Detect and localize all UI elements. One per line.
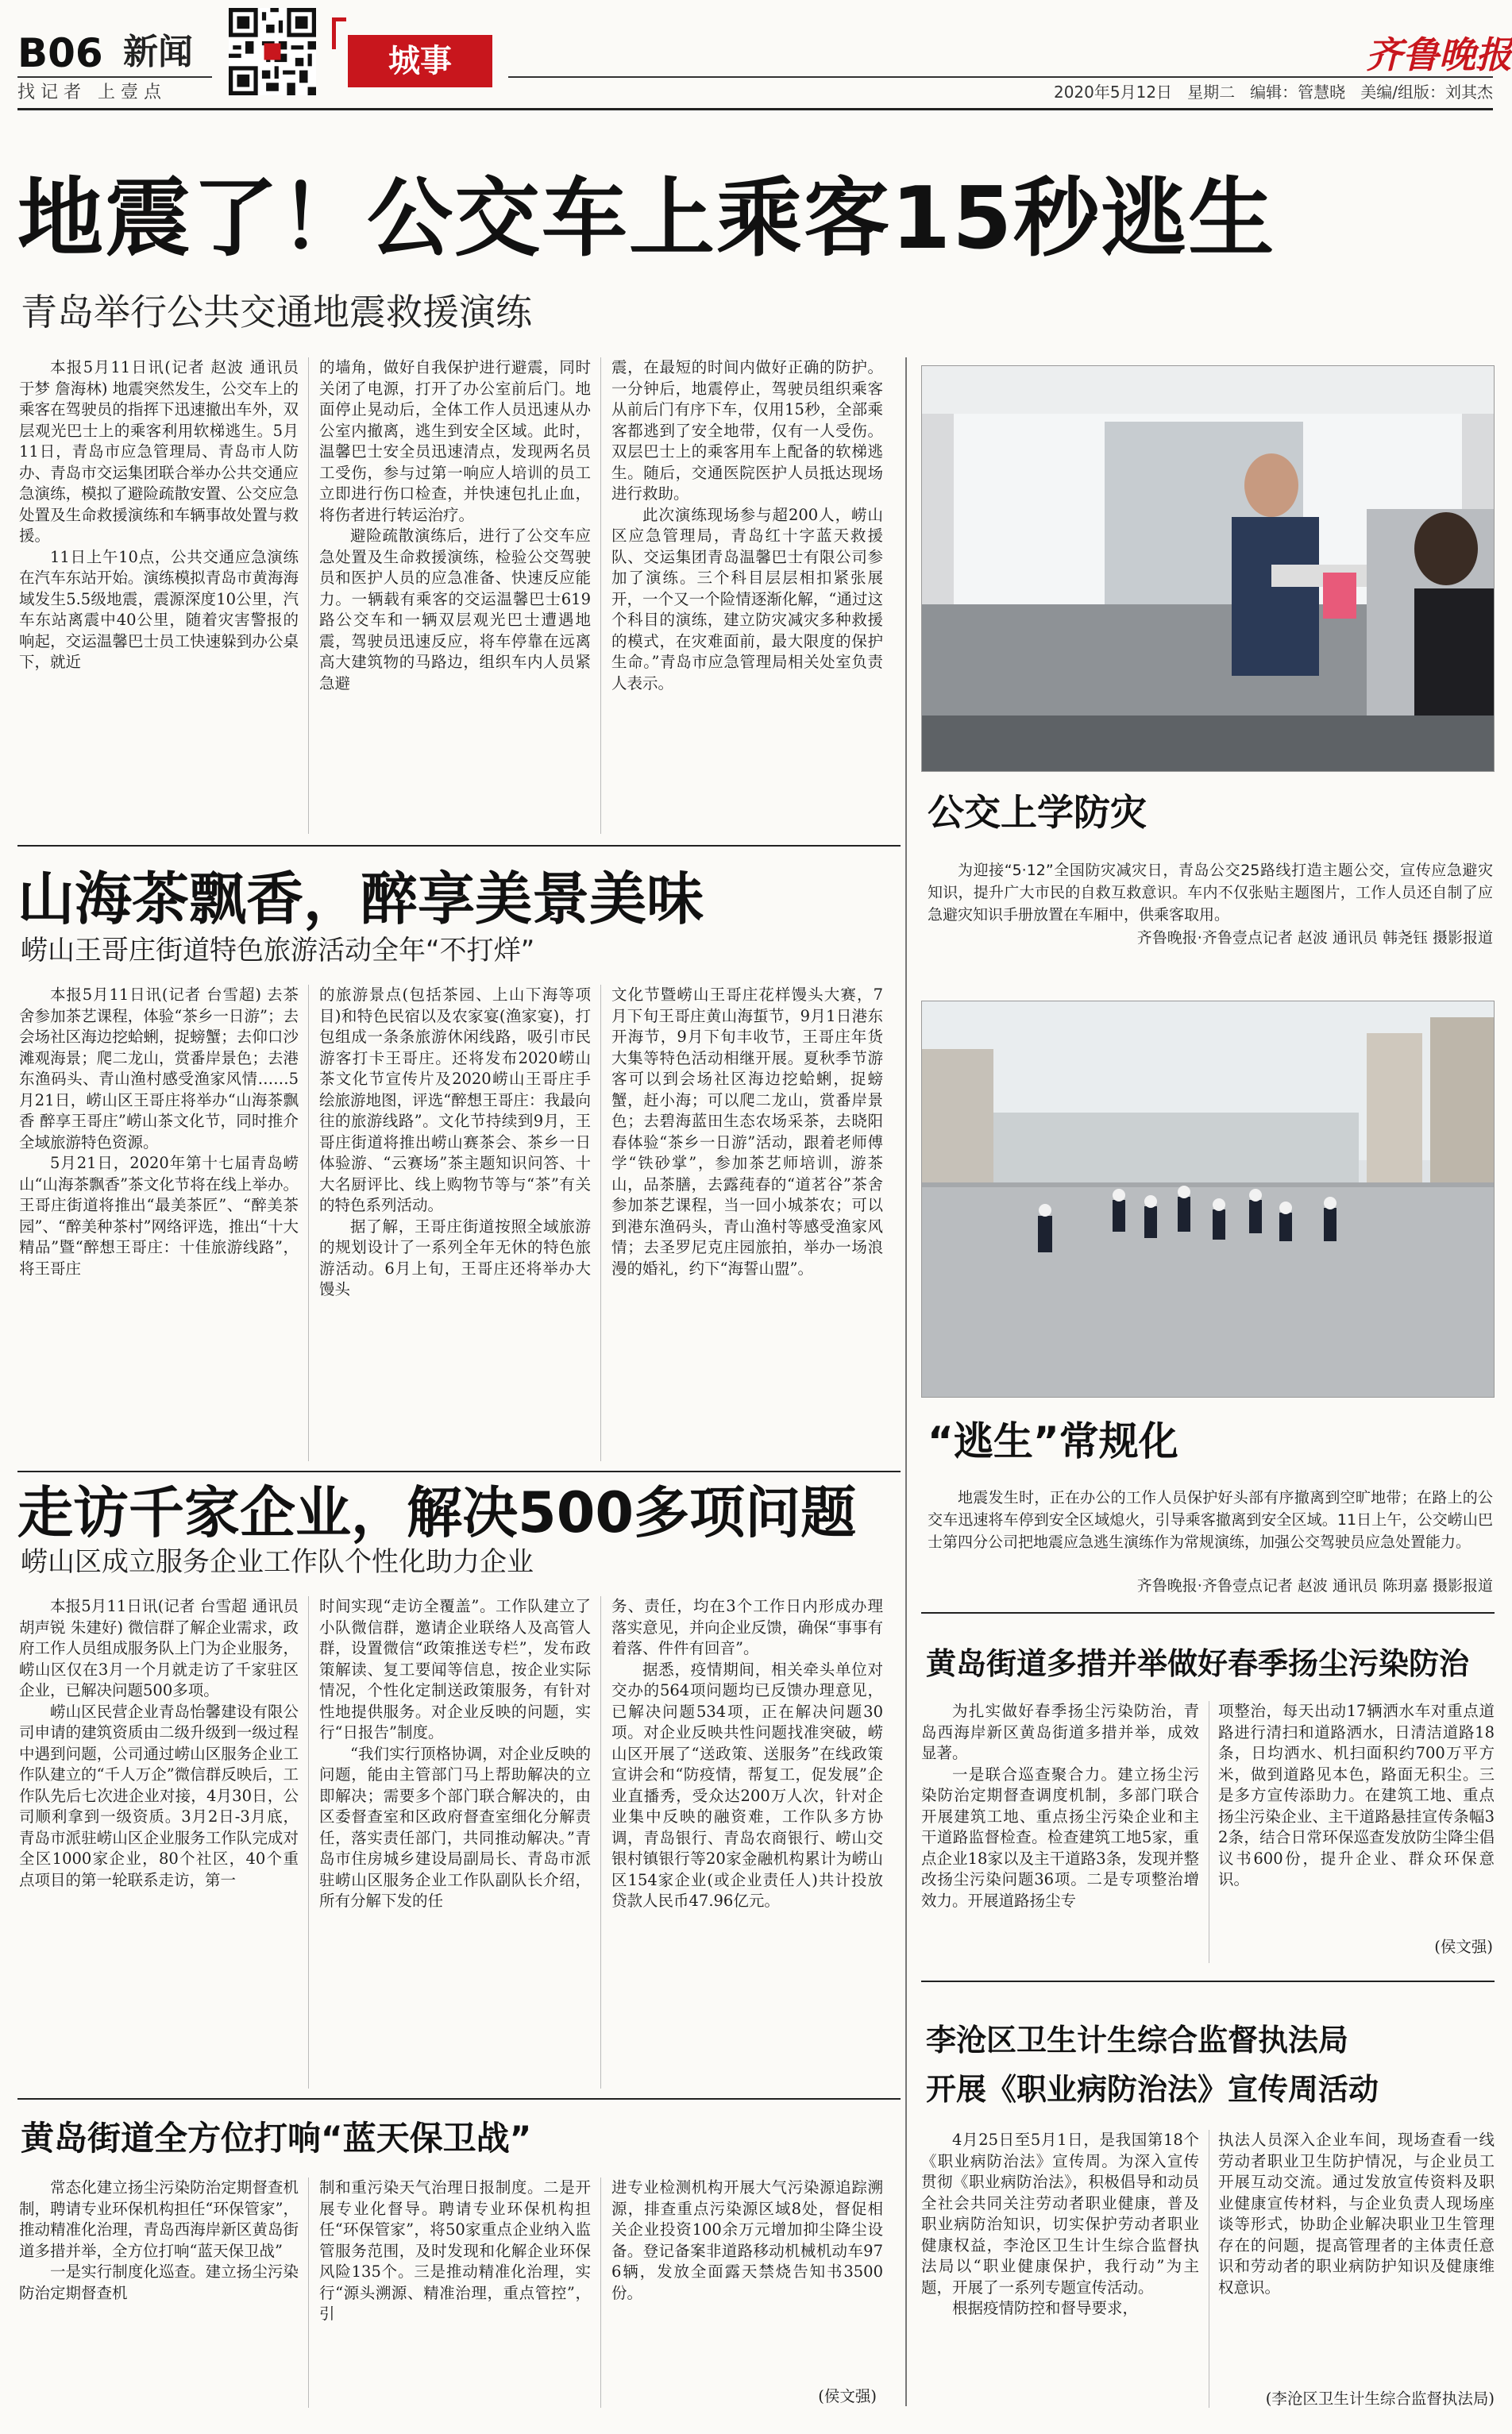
- story6-author: (李沧区卫生计生综合监督执法局): [1265, 2390, 1495, 2408]
- paragraph: 项整治，每天出动17辆洒水车对重点道路进行清扫和道路洒水，日清洁道路18条，日均洒水、机扫面积约700万平方米，做到道路见本色，路面无积尘。三是多方宣传添助力。在建筑工地、重点扬尘污染企业、主干道路悬挂宣传条幅32条，结合日常环保巡查发放防尘降尘倡议书600份，提升企业、群众环保意识。: [1218, 1702, 1495, 1888]
- header-bottom-rule: [17, 108, 1493, 110]
- section-rule: [17, 845, 901, 847]
- story2-headline: 山海茶飘香，醉享美景美味: [17, 866, 704, 932]
- paragraph: 进专业检测机构开展大气污染源追踪溯源，排查重点污染源区域8处，督促相关企业投资100余万元增加抑尘降尘设备。登记备案非道路移动机械机动车976辆，发放全面露天禁烧告知书3500份。: [611, 2178, 883, 2302]
- masthead: [0, 0, 1512, 111]
- story5-headline: 黄岛街道多措并举做好春季扬尘污染防治: [926, 1646, 1470, 1681]
- column-divider: [600, 1596, 601, 2089]
- column-divider: [600, 357, 601, 834]
- section-name: 新闻: [123, 32, 193, 72]
- column-divider: [308, 985, 309, 1461]
- story4-author: (侯文强): [818, 2387, 877, 2405]
- page-number: B06: [17, 30, 103, 76]
- story2-column-2: [319, 985, 591, 1466]
- issue-line: 2020年5月12日 星期二 编辑：管慧晓 美编/组版：刘其杰: [1053, 83, 1493, 102]
- story1-column-3: [611, 357, 883, 842]
- story1-column-1: [19, 357, 299, 842]
- section-rule: [17, 2098, 901, 2100]
- paragraph: 时间实现“走访全覆盖”。工作队建立了小队微信群，邀请企业联络人及高管人群，设置微信“政策推送专栏”，发布政策解读、复工要闻等信息，按企业实际情况，个性化定制送政策服务，有针对性地提供服务。对企业反映的问题，实行“日报告”制度。: [319, 1597, 591, 1742]
- photo1-title: 公交上学防灾: [928, 791, 1147, 834]
- story2-column-1: [19, 985, 299, 1466]
- photo2-credit: 齐鲁晚报·齐鲁壹点记者 赵波 通讯员 陈玥嘉 摄影报道: [1136, 1577, 1493, 1595]
- paragraph: 一是联合巡查聚合力。建立扬尘污染防治定期督查调度机制，多部门联合开展建筑工地、重点扬尘污染企业和主干道路监督检查。检查建筑工地5家，重点企业18家以及主干道路3条，发现并整改扬尘污染问题36项。二是专项整治增效力。开展道路扬尘专: [921, 1765, 1199, 1910]
- story6-column-1: [921, 2130, 1199, 2416]
- story3-column-2: [319, 1596, 591, 2096]
- paragraph: 的墙角，做好自我保护进行避震，同时关闭了电源，打开了办公室前后门。地面停止晃动后，全体工作人员迅速从办公室内撤离，逃生到安全区域。此时，温馨巴士安全员迅速清点，发现两名员工受伤，参与过第一响应人培训的员工立即进行伤口检查，并快速包扎止血，将伤者进行转运治疗。: [319, 358, 591, 524]
- photo2-title: “逃生”常规化: [928, 1418, 1178, 1464]
- photo1-credit: 齐鲁晚报·齐鲁壹点记者 赵波 通讯员 韩尧钰 摄影报道: [1136, 929, 1493, 947]
- column-divider: [308, 1596, 309, 2089]
- story4-column-2: [319, 2177, 591, 2416]
- paragraph: 避险疏散演练后，进行了公交车应急处置及生命救援演练，检验公交驾驶员和医护人员的应急准备、快速反应能力。一辆载有乘客的交运温馨巴士619路公交车和一辆双层观光巴士遭遇地震，驾驶员迅速反应，将车停靠在远离高大建筑物的马路边，组织车内人员紧急避: [319, 527, 591, 692]
- paragraph: 震，在最短的时间内做好正确的防护。一分钟后，地震停止，驾驶员组织乘客从前后门有序下车，仅用15秒，全部乘客都逃到了安全地带，仅有一人受伤。双层巴士上的乘客用车上配备的软梯逃生。随后，交通医院医护人员抵达现场进行救助。: [611, 358, 883, 503]
- story4-column-1: [19, 2177, 299, 2416]
- column-tag-frame: [332, 17, 346, 49]
- story5-author: (侯文强): [1434, 1938, 1493, 1956]
- column-divider: [308, 357, 309, 834]
- paragraph: 本报5月11日讯(记者 台雪超 通讯员 胡声锐 朱建好) 微信群了解企业需求，政府工作人员组成服务队上门为企业服务，崂山区仅在3月一个月就走访了千家驻区企业，已解决问题500多项。: [19, 1597, 299, 1699]
- column-divider: [308, 2177, 309, 2408]
- paragraph: 执法人员深入企业车间，现场查看一线劳动者职业卫生防护情况，与企业员工开展互动交流。通过发放宣传资料及职业健康宣传材料，与企业负责人现场座谈等形式，协助企业解决职业卫生管理存在的问题，提高管理者的主体责任意识和劳动者的职业病防护知识及健康维权意识。: [1218, 2131, 1495, 2297]
- photo-bus-safety-handout: [921, 365, 1495, 772]
- header-divider: [17, 76, 212, 78]
- story2-subhead: 崂山王哥庄街道特色旅游活动全年“不打烊”: [21, 935, 535, 966]
- brand-logo: 齐鲁晚报: [1366, 33, 1512, 76]
- story5-column-2: [1218, 1701, 1495, 1939]
- photo-evacuation-drill: [921, 1001, 1495, 1398]
- story3-headline: 走访千家企业，解决500多项问题: [17, 1480, 857, 1545]
- header-rule: [508, 76, 1493, 78]
- column-tag: 城事: [348, 35, 492, 87]
- paragraph: 崂山区民营企业青岛怡馨建设有限公司申请的建筑资质由二级升级到一级过程中遇到问题，公司通过崂山区服务企业工作队建立的“千人万企”微信群反映后，工作队先后七次进企业对接，4月30日，公司顺利拿到一级资质。3月2日-3月底，青岛市派驻崂山区企业服务工作队完成对全区1000家企业，80个社区，40个重点项目的第一轮联系走访，第一: [19, 1702, 299, 1889]
- story1-headline: 地震了！公交车上乘客15秒逃生: [17, 169, 1276, 268]
- section-rule: [17, 1471, 901, 1472]
- photo1-caption: 为迎接“5·12”全国防灾减灾日，青岛公交25路线打造主题公交，宣传应急避灾知识，提升广大市民的自救互救意识。车内不仅张贴主题图片，工作人员还自制了应急避灾知识手册放置在车厢中，供乘客取用。: [928, 862, 1493, 924]
- paragraph: 11日上午10点，公共交通应急演练在汽车东站开始。演练模拟青岛市黄海海域发生5.5级地震，震源深度10公里，汽车东站离震中40公里，随着灾害警报的响起，交运温馨巴士员工快速躲到办公桌下，就近: [19, 547, 299, 671]
- paragraph: 据悉，疫情期间，相关牵头单位对交办的564项问题均已反馈办理意见，已解决问题534项，正在解决问题30项。对企业反映共性问题找准突破，崂山区开展了“送政策、送服务”在线政策宣讲会和“防疫情，帮复工，促发展”企业直播秀，受众达200万人次，针对企业集中反映的融资难，工作队多方协调，青岛银行、青岛农商银行、崂山交银村镇银行等20家金融机构累计为崂山区154家企业(或企业责任人)共计投放贷款人民币47.96亿元。: [611, 1660, 883, 1910]
- paragraph: 文化节暨崂山王哥庄花样馒头大赛，7月下旬王哥庄黄山海蜇节，9月1日港东开海节，9月下旬丰收节，王哥庄年货大集等特色活动相继开展。夏秋季节游客可以到会场社区海边挖蛤蜊，捉螃蟹，赶小海；可以爬二龙山，赏番岸景色；去碧海蓝田生态农场采茶，去晓阳春体验“茶乡一日游”活动，跟着老师傅学“铁砂掌”，参加茶艺师培训，游茶山，品茶膳，去露莼春的“道茗谷”茶舍参加茶艺课程，当一回小城茶农；可以到港东渔码头，青山渔村等感受渔家风情；去圣罗尼克庄园旅拍，举办一场浪漫的婚礼，约下“海誓山盟”。: [611, 986, 883, 1278]
- story4-column-3: [611, 2177, 883, 2384]
- paragraph: 据了解，王哥庄街道按照全域旅游的规划设计了一系列全年无休的特色旅游活动。6月上旬，王哥庄还将举办大馒头: [319, 1217, 591, 1298]
- paragraph: 的旅游景点(包括茶园、上山下海等项目)和特色民宿以及农家宴(渔家宴)，打包组成一条条旅游休闲线路，吸引市民游客打卡王哥庄。还将发布2020崂山茶文化节宣传片及2020崂山王哥庄手绘旅游地图，评选“醉想王哥庄：我最向往的旅游线路”。文化节持续到9月，王哥庄街道将推出崂山赛茶会、茶乡一日体验游、“云赛场”茶主题知识问答、十大名厨评比、线上购物节等与“茶”有关的特色系列活动。: [319, 986, 591, 1214]
- paragraph: 根据疫情防控和督导要求，: [952, 2299, 1139, 2317]
- story3-column-3: [611, 1596, 883, 2096]
- column-divider: [600, 2177, 601, 2408]
- vertical-rule: [905, 357, 907, 2406]
- paragraph: 务、责任，均在3个工作日内形成办理落实意见，并向企业反馈，确保“事事有着落、件件有回音”。: [611, 1597, 883, 1657]
- paragraph: 为扎实做好春季扬尘污染防治，青岛西海岸新区黄岛街道多措并举，成效显著。: [921, 1702, 1199, 1762]
- section-rule: [921, 1981, 1495, 1982]
- paragraph: 常态化建立扬尘污染防治定期督查机制，聘请专业环保机构担任“环保管家”，推动精准化治理，青岛西海岸新区黄岛街道多措并举，全方位打响“蓝天保卫战”: [19, 2178, 299, 2260]
- section-rule: [921, 1612, 1495, 1614]
- story6-headline: 李沧区卫生计生综合监督执法局: [926, 2023, 1349, 2058]
- paragraph: 本报5月11日讯(记者 台雪超) 去茶舍参加茶艺课程，体验“茶乡一日游”；去会场社区海边挖蛤蜊，捉螃蟹；去仰口沙滩观海景；爬二龙山，赏番岸景色；去港东渔码头、青山渔村感受渔家风情……5月21日，崂山区王哥庄将举办“山海茶飘香 醉享王哥庄”崂山茶文化节，同时推介全域旅游特色资源。: [19, 986, 299, 1151]
- paragraph: 此次演练现场参与超200人，崂山区应急管理局，青岛红十字蓝天救援队、交运集团青岛温馨巴士有限公司参加了演练。三个科目层层相扣紧张展开，一个又一个险情逐渐化解，“通过这个科目的演练，建立防灾减灾多种救援的模式，在灾难面前，最大限度的保护生命。”青岛市应急管理局相关处室负责人表示。: [611, 505, 883, 692]
- story1-subhead: 青岛举行公共交通地震救援演练: [21, 291, 532, 334]
- column-divider: [600, 985, 601, 1461]
- paragraph: “我们实行顶格协调，对企业反映的问题，能由主管部门马上帮助解决的立即解决；需要多个部门联合解决的，由区委督查室和区政府督查室细化分解责任，落实责任部门，共同推动解决。”青岛市住房城乡建设局副局长、青岛市派驻崂山区服务企业工作队副队长介绍，所有分解下发的任: [319, 1744, 591, 1910]
- slogan: 找 记 者 上 壹 点: [17, 83, 161, 102]
- story3-subhead: 崂山区成立服务企业工作队个性化助力企业: [21, 1546, 534, 1578]
- paragraph: 一是实行制度化巡查。建立扬尘污染防治定期督查机: [19, 2262, 299, 2302]
- paragraph: 4月25日至5月1日，是我国第18个《职业病防治法》宣传周。为深入宣传贯彻《职业病防治法》，积极倡导和动员全社会共同关注劳动者职业健康，普及职业病防治知识，切实保护劳动者职业健康权益，李沧区卫生计生综合监督执法局以“职业健康保护，我行动”为主题，开展了一系列专题宣传活动。: [921, 2131, 1199, 2297]
- story5-column-1: [921, 1701, 1199, 1971]
- story1-column-2: [319, 357, 591, 842]
- photo2-caption: 地震发生时，正在办公的工作人员保护好头部有序撤离到空旷地带；在路上的公交车迅速将车停到安全区域熄火，引导乘客撤离到安全区域。11日上午，公交崂山巴士第四分公司把地震应急逃生演练作为常规演练，加强公交驾驶员应急处置能力。: [928, 1489, 1493, 1551]
- story4-headline: 黄岛街道全方位打响“蓝天保卫战”: [21, 2119, 532, 2158]
- paragraph: 制和重污染天气治理日报制度。二是开展专业化督导。聘请专业环保机构担任“环保管家”，将50家重点企业纳入监管服务范围，及时发现和化解企业环保风险135个。三是推动精准化治理，实行“源头溯源、精准治理，重点管控”，引: [319, 2178, 591, 2323]
- paragraph: 本报5月11日讯(记者 赵波 通讯员 于梦 詹海林) 地震突然发生，公交车上的乘客在驾驶员的指挥下迅速撤出车外，双层观光巴士上的乘客利用软梯逃生。5月11日，青岛市应急管理局、青岛市人防办、青岛市交运集团联合举办公共交通应急演练，模拟了避险疏散安置、公交应急处置及生命救援演练和车辆事故处置与救援。: [19, 358, 299, 545]
- story2-column-3: [611, 985, 883, 1466]
- story3-column-1: [19, 1596, 299, 2096]
- story6-subhead: 开展《职业病防治法》宣传周活动: [926, 2072, 1379, 2107]
- story6-column-2: [1218, 2130, 1495, 2384]
- qr-code-icon[interactable]: [229, 8, 316, 95]
- paragraph: 5月21日，2020年第十七届青岛崂山“山海茶飘香”茶文化节将在线上举办。王哥庄街道将推出“最美茶匠”、“醉美茶园”、“醉美种茶村”网络评选，推出“十大精品”暨“醉想王哥庄：十佳旅游线路”，将王哥庄: [19, 1154, 299, 1278]
